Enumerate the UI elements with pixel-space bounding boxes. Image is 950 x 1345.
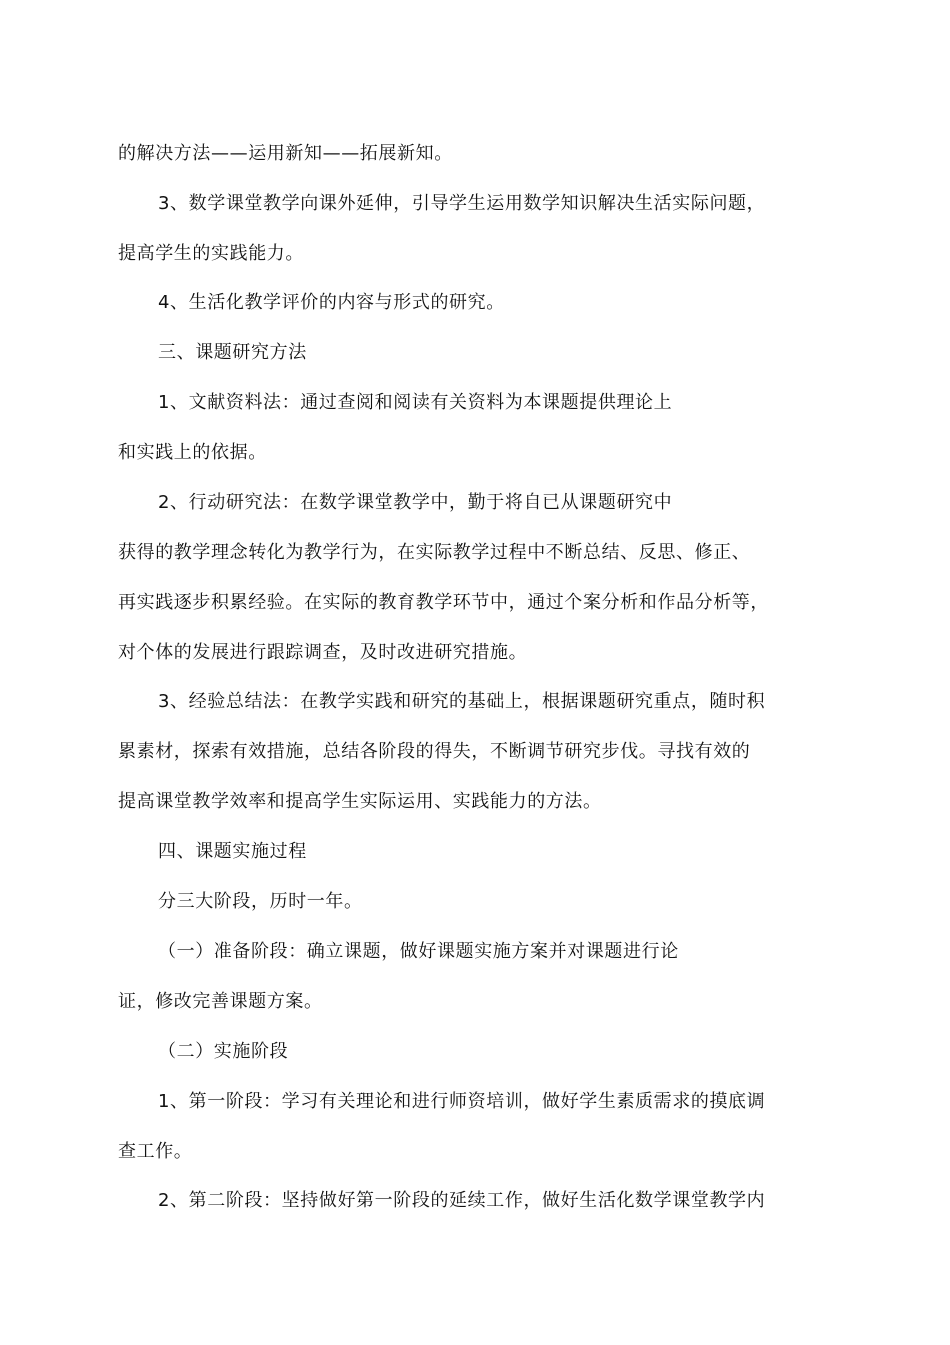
list-item-4: 4、生活化教学评价的内容与形式的研究。 <box>158 292 505 313</box>
phase-two: 2、第二阶段：坚持做好第一阶段的延续工作，做好生活化数学课堂教学内 <box>158 1190 766 1211</box>
method-literature: 1、文献资料法：通过查阅和阅读有关资料为本课题提供理论上 <box>158 392 673 413</box>
phase-one: 1、第一阶段：学习有关理论和进行师资培训，做好学生素质需求的摸底调 <box>158 1091 766 1112</box>
text-line: 分三大阶段，历时一年。 <box>158 891 363 912</box>
text-line: 的解决方法——运用新知——拓展新知。 <box>118 143 453 164</box>
text-line: 提高课堂教学效率和提高学生实际运用、实践能力的方法。 <box>118 791 602 812</box>
section-heading-process: 四、课题实施过程 <box>158 841 307 862</box>
text-line: 提高学生的实践能力。 <box>118 243 304 264</box>
text-line: 再实践逐步积累经验。在实际的教育教学环节中，通过个案分析和作品分析等， <box>118 592 769 613</box>
text-line: 获得的教学理念转化为教学行为，在实际教学过程中不断总结、反思、修正、 <box>118 542 751 563</box>
section-heading-methods: 三、课题研究方法 <box>158 342 307 363</box>
stage-preparation: （一）准备阶段：确立课题，做好课题实施方案并对课题进行论 <box>158 941 679 962</box>
list-item-3: 3、数学课堂教学向课外延伸，引导学生运用数学知识解决生活实际问题， <box>158 193 766 214</box>
text-line: 证，修改完善课题方案。 <box>118 991 323 1012</box>
text-line: 查工作。 <box>118 1141 193 1162</box>
text-line: 累素材，探索有效措施，总结各阶段的得失，不断调节研究步伐。寻找有效的 <box>118 741 751 762</box>
method-experience-summary: 3、经验总结法：在教学实践和研究的基础上，根据课题研究重点，随时积 <box>158 691 766 712</box>
text-line: 对个体的发展进行跟踪调查，及时改进研究措施。 <box>118 642 528 663</box>
stage-implementation: （二）实施阶段 <box>158 1041 289 1062</box>
method-action-research: 2、行动研究法：在数学课堂教学中，勤于将自已从课题研究中 <box>158 492 673 513</box>
text-line: 和实践上的依据。 <box>118 442 267 463</box>
